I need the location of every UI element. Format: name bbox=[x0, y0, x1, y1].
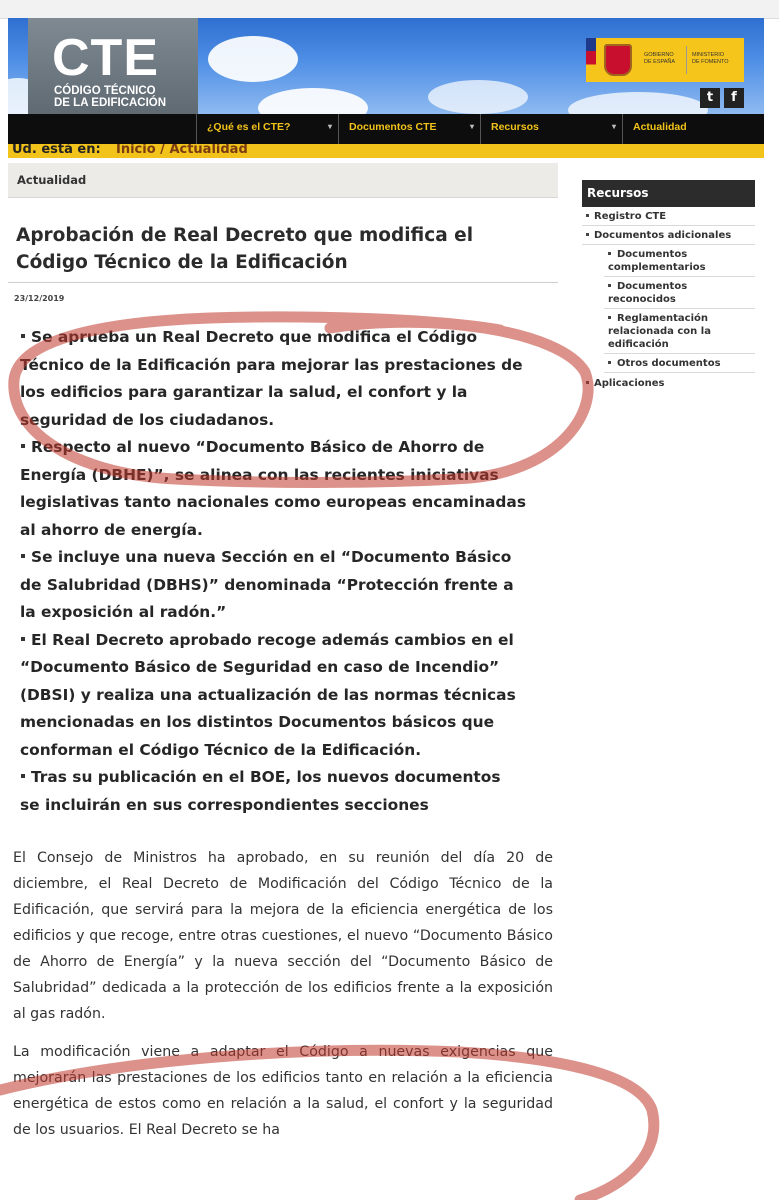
bullet-icon bbox=[586, 233, 589, 236]
sidebar-title: Recursos bbox=[582, 180, 755, 207]
government-logo[interactable] bbox=[586, 38, 744, 82]
breadcrumb-links[interactable]: Inicio / Actualidad bbox=[116, 144, 248, 157]
summary-bullet-line bbox=[20, 682, 562, 710]
nav-item-que-es-cte[interactable] bbox=[196, 114, 338, 144]
nav-item-label: Actualidad bbox=[633, 121, 687, 133]
government-label bbox=[644, 52, 675, 66]
browser-top-strip bbox=[0, 0, 779, 19]
sidebar-subitem-reconocidos[interactable] bbox=[604, 277, 755, 309]
bullet-icon bbox=[586, 214, 589, 217]
twitter-icon[interactable]: t bbox=[700, 88, 720, 108]
sidebar-item-label: Documentos adicionales bbox=[594, 230, 732, 241]
breadcrumb bbox=[8, 144, 764, 158]
sidebar-item-label: Documentos complementarios bbox=[608, 249, 706, 273]
ministry-line1: MINISTERIO bbox=[692, 52, 725, 58]
summary-bullet-text: Técnico de la Edificación para mejorar las prestaciones de bbox=[20, 355, 523, 374]
sidebar-resources bbox=[582, 180, 755, 390]
sidebar-subitem-otros[interactable] bbox=[604, 354, 755, 373]
summary-bullet-line bbox=[20, 407, 562, 435]
government-line2: DE ESPAÑA bbox=[644, 59, 676, 65]
summary-bullet-text: Tras su publicación en el BOE, los nuevos documentos bbox=[31, 768, 501, 786]
site-header-banner bbox=[8, 18, 764, 114]
summary-bullet-line bbox=[20, 599, 562, 627]
sidebar-item-aplicaciones[interactable] bbox=[582, 373, 755, 390]
article-date: 23/12/2019 bbox=[14, 294, 65, 303]
sidebar-item-label: Reglamentación relacionada con la edificación bbox=[608, 313, 711, 350]
sidebar-item-label: Aplicaciones bbox=[594, 378, 665, 389]
summary-bullet-text: El Real Decreto aprobado recoge además cambios en el bbox=[31, 630, 514, 649]
nav-item-label: Recursos bbox=[491, 121, 539, 133]
summary-bullet-line bbox=[20, 434, 562, 462]
bullet-icon bbox=[608, 316, 611, 319]
ministry-label bbox=[692, 52, 729, 66]
summary-bullet-line bbox=[20, 627, 562, 655]
nav-item-label: Documentos CTE bbox=[349, 121, 437, 133]
cloud-decoration bbox=[258, 88, 368, 114]
summary-bullet-line bbox=[20, 489, 562, 517]
cloud-decoration bbox=[428, 80, 528, 114]
sidebar-item-label: Documentos reconocidos bbox=[608, 281, 688, 305]
summary-bullet-line bbox=[20, 737, 562, 765]
summary-bullet-text: se incluirán en sus correspondientes secciones bbox=[20, 795, 429, 814]
chevron-down-icon: ▾ bbox=[327, 122, 332, 131]
summary-bullet-text: (DBSI) y realiza una actualización de las normas técnicas bbox=[20, 685, 516, 704]
cloud-decoration bbox=[208, 36, 298, 82]
cloud-decoration bbox=[568, 92, 708, 114]
summary-bullet-text: al ahorro de energía. bbox=[20, 520, 203, 539]
nav-item-recursos[interactable] bbox=[480, 114, 622, 144]
bullet-icon bbox=[21, 334, 25, 338]
government-line1: GOBIERNO bbox=[644, 52, 674, 58]
sidebar-subitem-complementarios[interactable] bbox=[604, 245, 755, 277]
nav-item-documentos-cte[interactable] bbox=[338, 114, 480, 144]
summary-bullet-text: de Salubridad (DBHS)” denominada “Protección frente a bbox=[20, 575, 514, 594]
summary-bullet-text: Se aprueba un Real Decreto que modifica el Código bbox=[31, 328, 478, 346]
summary-bullet-text: “Documento Básico de Seguridad en caso de Incendio” bbox=[20, 658, 500, 676]
article-paragraph-2: La modificación viene a adaptar el Código a nuevas exigencias que mejorarán las prestaciones de los edificios tanto en relación a la eficiencia energética de estos como en relación a la salud, el confort y la seguridad de los usuarios. El Real Decreto se ha bbox=[13, 1044, 553, 1138]
spain-flag-stripe bbox=[586, 38, 596, 82]
bullet-icon bbox=[21, 774, 25, 778]
sidebar-item-documentos-adicionales[interactable] bbox=[582, 226, 755, 245]
ministry-line2: DE FOMENTO bbox=[692, 59, 729, 65]
bullet-icon bbox=[586, 381, 589, 384]
nav-item-label: ¿Qué es el CTE? bbox=[207, 121, 291, 133]
summary-bullet-line bbox=[20, 764, 562, 792]
bullet-icon bbox=[21, 444, 25, 448]
summary-bullet-line bbox=[20, 654, 562, 682]
bullet-icon bbox=[608, 361, 611, 364]
bullet-icon bbox=[21, 637, 25, 641]
summary-bullets bbox=[20, 324, 562, 819]
bullet-icon bbox=[608, 284, 611, 287]
breadcrumb-prefix: Ud. está en: bbox=[12, 144, 101, 157]
bullet-icon bbox=[608, 252, 611, 255]
summary-bullet-text: Se incluye una nueva Sección en el “Documento Básico bbox=[31, 548, 512, 566]
summary-bullet-line bbox=[20, 462, 562, 490]
summary-bullet-text: Energía (DBHE)”, se alinea con las recientes iniciativas bbox=[20, 465, 499, 484]
logo-divider bbox=[686, 46, 687, 74]
chevron-down-icon: ▾ bbox=[611, 122, 616, 131]
coat-of-arms-icon bbox=[604, 44, 632, 76]
facebook-icon[interactable]: f bbox=[724, 88, 744, 108]
logo-subtitle bbox=[54, 85, 166, 109]
summary-bullet-line bbox=[20, 792, 562, 820]
summary-bullet-text: legislativas tanto nacionales como europeas encaminadas bbox=[20, 493, 526, 511]
logo-subtitle-line2: DE LA EDIFICACIÓN bbox=[54, 97, 167, 109]
chevron-down-icon: ▾ bbox=[469, 122, 474, 131]
article-title-line1: Aprobación de Real Decreto que modifica el bbox=[16, 225, 474, 246]
main-navigation bbox=[8, 114, 764, 144]
summary-bullet-line bbox=[20, 572, 562, 600]
sidebar-item-label: Registro CTE bbox=[594, 211, 667, 222]
cte-logo[interactable] bbox=[28, 18, 198, 114]
summary-bullet-text: mencionadas en los distintos Documentos básicos que bbox=[20, 713, 495, 731]
sidebar-item-label: Otros documentos bbox=[617, 358, 721, 369]
summary-bullet-text: seguridad de los ciudadanos. bbox=[20, 410, 275, 429]
summary-bullet-line bbox=[20, 517, 562, 545]
logo-subtitle-line1: CÓDIGO TÉCNICO bbox=[54, 85, 156, 97]
logo-abbreviation: CTE bbox=[52, 29, 159, 87]
page-container bbox=[8, 18, 764, 158]
article-paragraph-1: El Consejo de Ministros ha aprobado, en su reunión del día 20 de diciembre, el Real Decreto de Modificación del Código Técnico de la Edificación, que servirá para la mejora de la eficiencia energética de los edificios y que recoge, entre otras cuestiones, el nuevo “Documento Básico de Ahorro de Energía” y la nueva sección del “Documento Básico de Salubridad” dedicada a la protección de los edificios frente a la exposición al gas radón. bbox=[13, 850, 553, 1022]
summary-bullet-line bbox=[20, 352, 562, 380]
article-title-line2: Código Técnico de la Edificación bbox=[16, 252, 348, 273]
summary-bullet-line bbox=[20, 324, 562, 352]
title-divider bbox=[8, 282, 558, 283]
sidebar-item-registro-cte[interactable] bbox=[582, 207, 755, 226]
summary-bullet-text: Respecto al nuevo “Documento Básico de Ahorro de bbox=[31, 438, 485, 456]
sidebar-subitem-reglamentacion[interactable] bbox=[604, 309, 755, 354]
summary-bullet-line bbox=[20, 544, 562, 572]
summary-bullet-line bbox=[20, 379, 562, 407]
summary-bullet-text: la exposición al radón.” bbox=[20, 603, 227, 621]
bullet-icon bbox=[21, 554, 25, 558]
nav-item-actualidad[interactable] bbox=[622, 114, 764, 144]
section-header: Actualidad bbox=[8, 163, 558, 198]
summary-bullet-text: conforman el Código Técnico de la Edificación. bbox=[20, 740, 422, 759]
main-content bbox=[8, 163, 558, 1143]
summary-bullet-line bbox=[20, 709, 562, 737]
article-title bbox=[16, 222, 546, 276]
summary-bullet-text: los edificios para garantizar la salud, el confort y la bbox=[20, 383, 468, 401]
